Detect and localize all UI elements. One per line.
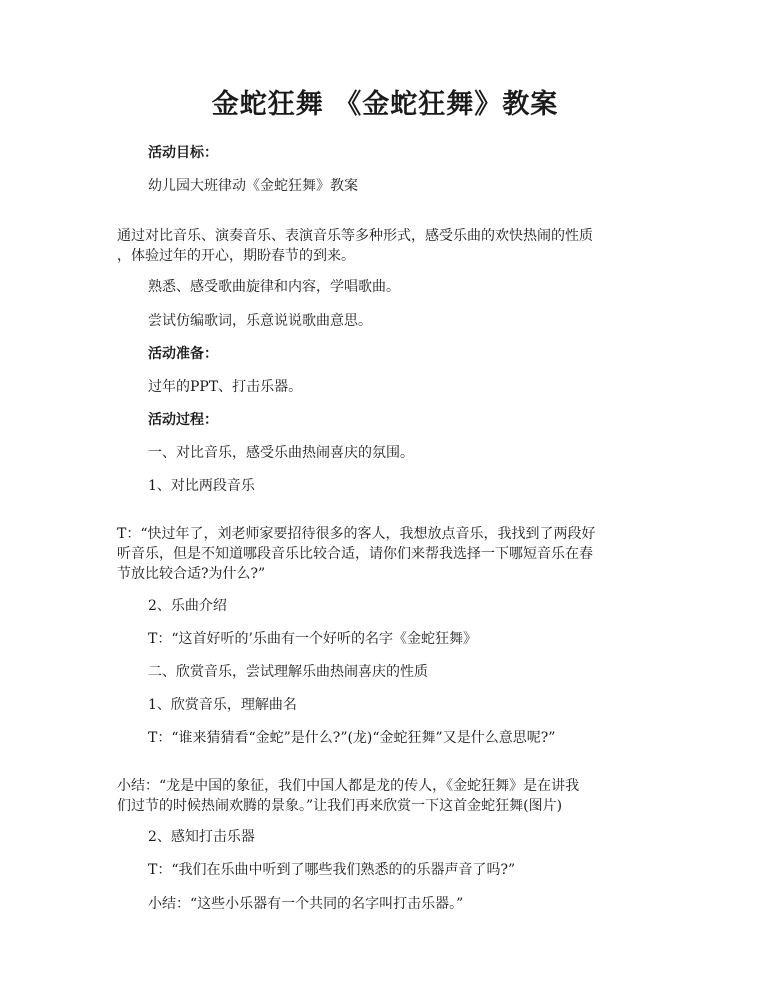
goal-paragraph-1 bbox=[117, 226, 657, 266]
process-heading: 活动过程： bbox=[148, 412, 218, 428]
text-line: ，体验过年的开心，期盼春节的到来。 bbox=[117, 248, 355, 264]
text-line: T：“快过年了，刘老师家要招待很多的客人，我想放点音乐，我找到了两段好 bbox=[117, 526, 596, 542]
text-line: 听音乐，但是不知道哪段音乐比较合适，请你们来帮我选择一下哪短音乐在春 bbox=[117, 546, 593, 562]
step-2-2: 2、感知打击乐器 bbox=[148, 829, 255, 845]
step-2-2-dialogue: T：“我们在乐曲中听到了哪些我们熟悉的的乐器声音了吗?” bbox=[148, 862, 516, 878]
prep-text: 过年的PPT、打击乐器。 bbox=[148, 379, 303, 395]
step-2: 二、欣赏音乐，尝试理解乐曲热闹喜庆的性质 bbox=[148, 664, 428, 680]
text-line: 小结：“龙是中国的象征，我们中国人都是龙的传人，《金蛇狂舞》是在讲我 bbox=[117, 778, 580, 794]
summary-2: 小结：“这些小乐器有一个共同的名字叫打击乐器。” bbox=[148, 896, 464, 912]
summary-1 bbox=[117, 776, 657, 816]
document-title: 金蛇狂舞 《金蛇狂舞》教案 bbox=[211, 89, 559, 120]
goal-heading: 活动目标： bbox=[148, 145, 218, 161]
text-line: 通过对比音乐、演奏音乐、表演音乐等多种形式，感受乐曲的欢快热闹的性质 bbox=[117, 228, 593, 244]
lesson-subtitle: 幼儿园大班律动《金蛇狂舞》教案 bbox=[148, 178, 358, 194]
goal-paragraph-3: 尝试仿编歌词，乐意说说歌曲意思。 bbox=[148, 313, 372, 329]
text-line: 们过节的时候热闹欢腾的景象。”让我们再来欣赏一下这首金蛇狂舞(图片) bbox=[117, 798, 563, 814]
step-1-2: 2、乐曲介绍 bbox=[148, 598, 227, 614]
goal-paragraph-2: 熟悉、感受歌曲旋律和内容，学唱歌曲。 bbox=[148, 279, 400, 295]
prep-heading: 活动准备： bbox=[148, 346, 218, 362]
step-1: 一、对比音乐，感受乐曲热闹喜庆的氛围。 bbox=[148, 445, 414, 461]
text-line: 节放比较合适?为什么?” bbox=[117, 566, 266, 582]
step-1-2-dialogue: T：“这首好听的’乐曲有一个好听的名字《金蛇狂舞》 bbox=[148, 631, 477, 647]
step-2-1-dialogue: T：“谁来猜猜看“金蛇”是什么?”(龙)“金蛇狂舞”又是什么意思呢?” bbox=[148, 730, 556, 746]
step-1-1-dialogue bbox=[117, 524, 657, 584]
step-2-1: 1、欣赏音乐，理解曲名 bbox=[148, 697, 297, 713]
step-1-1: 1、对比两段音乐 bbox=[148, 478, 255, 494]
